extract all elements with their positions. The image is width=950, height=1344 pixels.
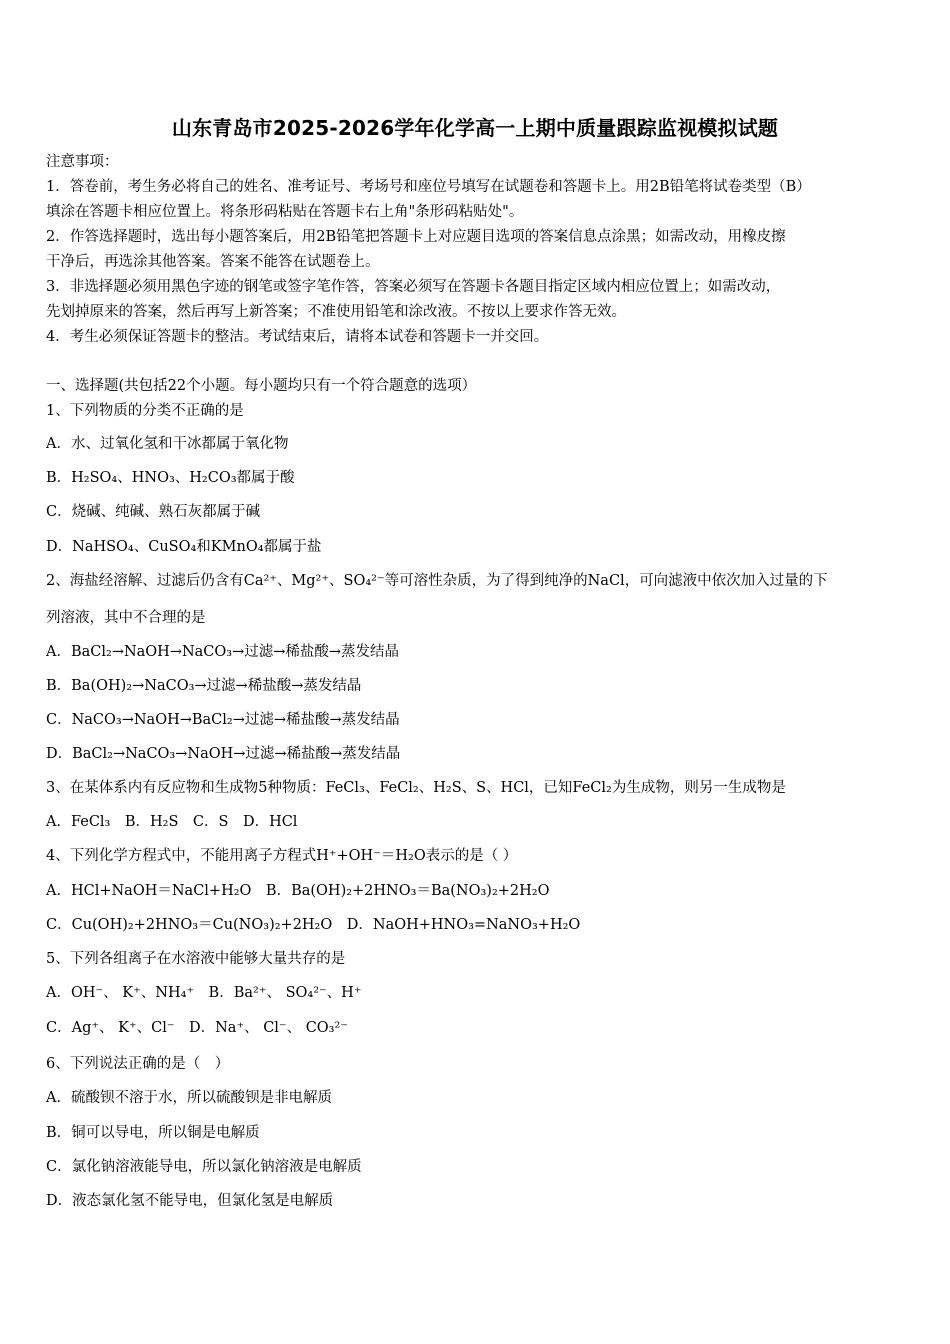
q3-stem: 3、在某体系内有反应物和生成物5种物质：FeCl₃、FeCl₂、H₂S、S、HCl，已知FeCl₂为生成物，则另一生成物是 [46,780,786,796]
q2-option-b: B．Ba(OH)₂→NaCO₃→过滤→稀盐酸→蒸发结晶 [46,678,362,694]
q5-options-cd: C．Ag⁺、 K⁺、Cl⁻ D．Na⁺、 Cl⁻、 CO₃²⁻ [46,1020,348,1036]
q1-stem: 1、下列物质的分类不正确的是 [46,403,244,419]
q6-option-c: C．氯化钠溶液能导电，所以氯化钠溶液是电解质 [46,1159,362,1175]
notice-heading: 注意事项： [46,154,119,170]
q5-stem: 5、下列各组离子在水溶液中能够大量共存的是 [46,951,346,967]
q1-option-d: D．NaHSO₄、CuSO₄和KMnO₄都属于盐 [46,539,322,555]
notice-item-1a: 1．答卷前，考生务必将自己的姓名、准考证号、考场号和座位号填写在试题卷和答题卡上。用2B铅笔将试卷类型（B） [46,179,811,195]
notice-item-2a: 2．作答选择题时，选出每小题答案后，用2B铅笔把答题卡上对应题目选项的答案信息点涂黑；如需改动，用橡皮擦 [46,229,786,245]
q2-option-c: C．NaCO₃→NaOH→BaCl₂→过滤→稀盐酸→蒸发结晶 [46,712,400,728]
q1-option-a: A．水、过氧化氢和干冰都属于氧化物 [46,436,289,452]
notice-item-2b: 干净后，再选涂其他答案。答案不能答在试题卷上。 [46,254,380,270]
q5-options-ab: A．OH⁻、 K⁺、NH₄⁺ B．Ba²⁺、 SO₄²⁻、H⁺ [46,985,362,1001]
q1-option-c: C．烧碱、纯碱、熟石灰都属于碱 [46,504,261,520]
q4-options-cd: C．Cu(OH)₂+2HNO₃＝Cu(NO₃)₂+2H₂O D．NaOH+HNO₃=NaNO₃+H₂O [46,917,581,933]
q1-option-b: B．H₂SO₄、HNO₃、H₂CO₃都属于酸 [46,470,295,486]
notice-item-3b: 先划掉原来的答案，然后再写上新答案；不准使用铅笔和涂改液。不按以上要求作答无效。 [46,304,626,320]
q6-option-b: B．铜可以导电，所以铜是电解质 [46,1125,260,1141]
q2-stem-b: 列溶液，其中不合理的是 [46,610,206,626]
q6-option-a: A．硫酸钡不溶于水，所以硫酸钡是非电解质 [46,1090,332,1106]
q4-stem: 4、下列化学方程式中，不能用离子方程式H⁺+OH⁻＝H₂O表示的是（ ） [46,848,518,864]
q2-stem-a: 2、海盐经溶解、过滤后仍含有Ca²⁺、Mg²⁺、SO₄²⁻等可溶性杂质，为了得到纯净的NaCl，可向滤液中依次加入过量的下 [46,573,828,589]
notice-item-3a: 3．非选择题必须用黑色字迹的钢笔或签字笔作答，答案必须写在答题卡各题目指定区域内相应位置上；如需改动， [46,279,781,295]
section-heading: 一、选择题(共包括22个小题。每小题均只有一个符合题意的选项） [46,378,477,394]
q6-option-d: D．液态氯化氢不能导电，但氯化氢是电解质 [46,1193,334,1209]
q6-stem: 6、下列说法正确的是（ ） [46,1056,230,1072]
page-title: 山东青岛市2025-2026学年化学高一上期中质量跟踪监视模拟试题 [171,116,779,140]
notice-item-4: 4．考生必须保证答题卡的整洁。考试结束后，请将本试卷和答题卡一并交回。 [46,329,549,345]
q2-option-a: A．BaCl₂→NaOH→NaCO₃→过滤→稀盐酸→蒸发结晶 [46,644,400,660]
q4-options-ab: A．HCl+NaOH＝NaCl+H₂O B．Ba(OH)₂+2HNO₃＝Ba(NO₃)₂+2H₂O [46,883,550,899]
q3-options: A．FeCl₃ B．H₂S C．S D．HCl [46,814,298,830]
q2-option-d: D．BaCl₂→NaCO₃→NaOH→过滤→稀盐酸→蒸发结晶 [46,746,401,762]
notice-item-1b: 填涂在答题卡相应位置上。将条形码粘贴在答题卡右上角"条形码粘贴处"。 [46,204,524,220]
